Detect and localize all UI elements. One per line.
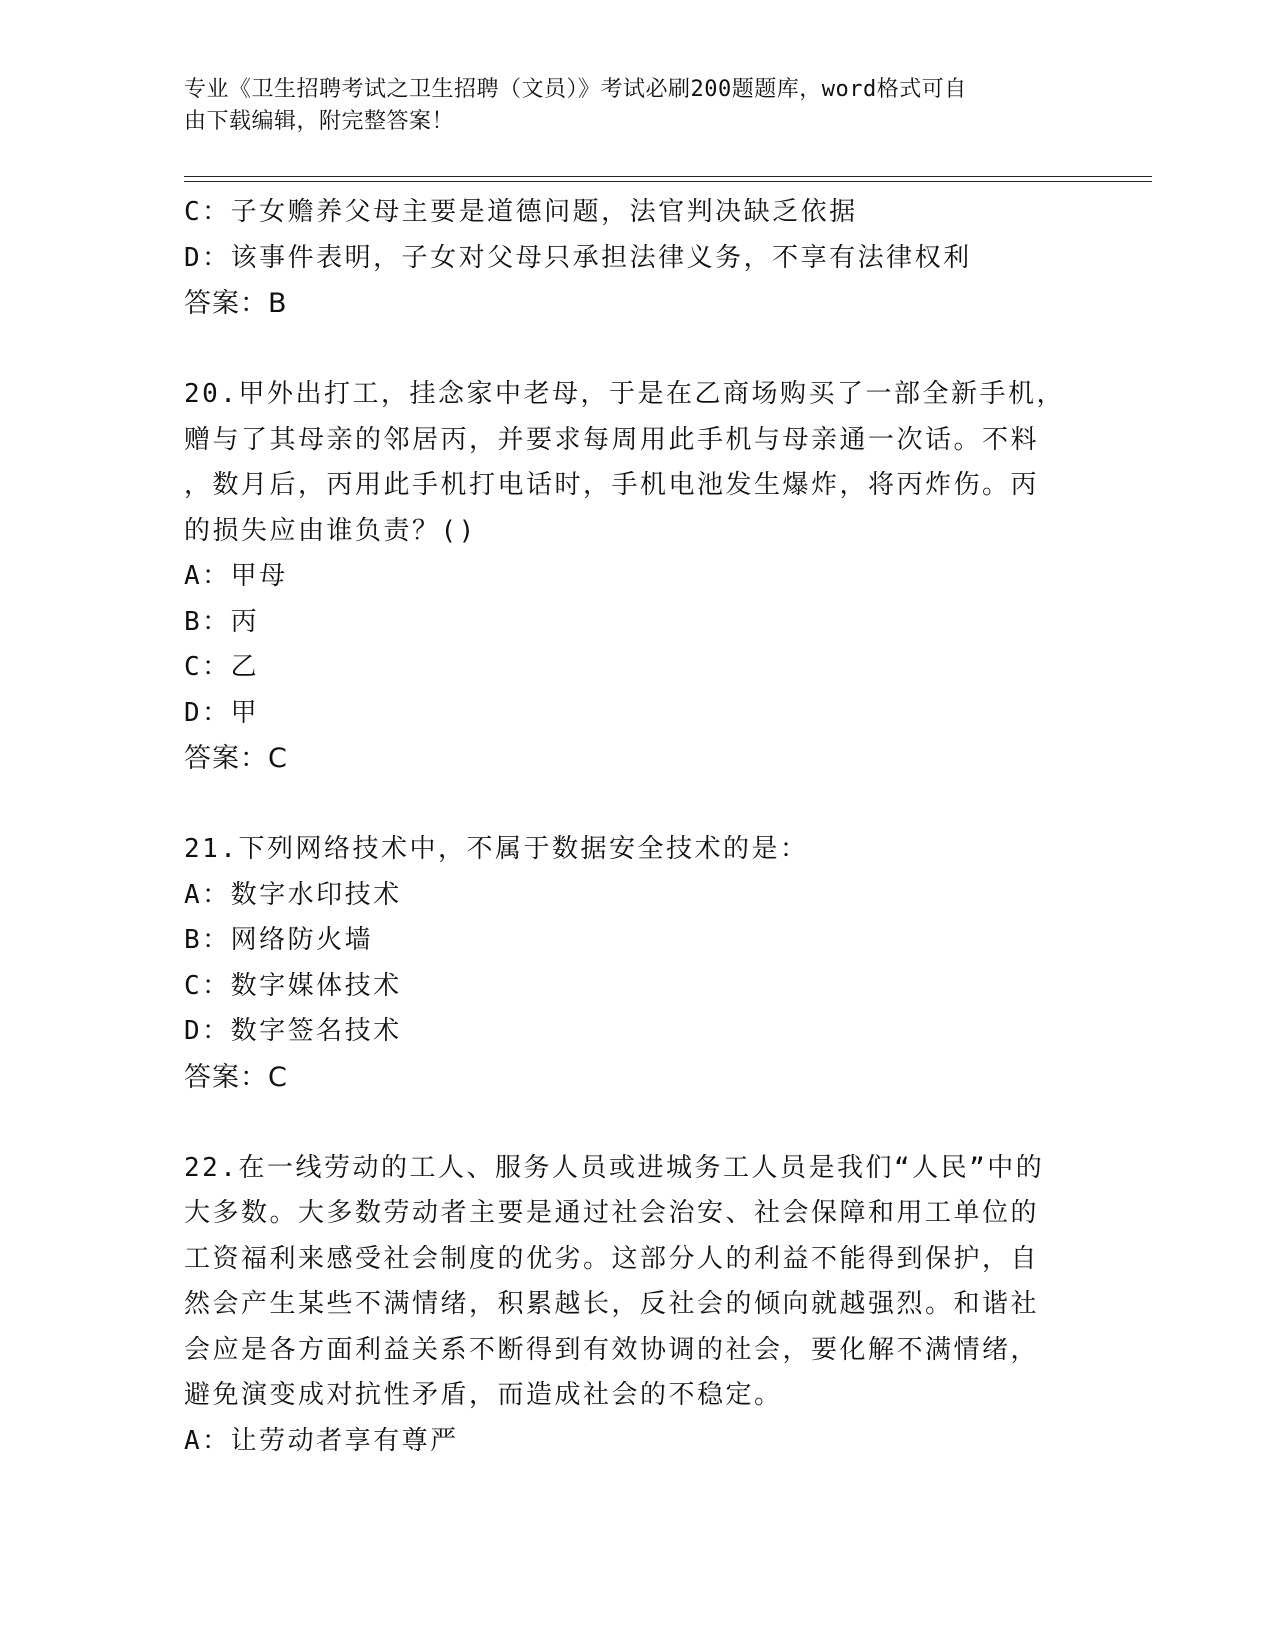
question-22-stem-line: 然会产生某些不满情绪，积累越长，反社会的倾向就越强烈。和谐社 [184,1289,1040,1319]
header-line-2: 由下载编辑，附完整答案！ [184,109,455,134]
prev-option-c: C：子女赡养父母主要是道德问题，法官判决缺乏依据 [184,197,858,227]
question-22-option-a: A：让劳动者享有尊严 [184,1425,459,1456]
question-22-stem-line: 22.在一线劳动的工人、服务人员或进城务工人员是我们“人民”中的 [184,1152,1045,1183]
question-20-option-c: C：乙 [184,652,260,682]
question-22-stem-line: 工资福利来感受社会制度的优劣。这部分人的利益不能得到保护，自 [184,1243,1040,1274]
question-21-option-d: D：数字签名技术 [184,1016,402,1046]
question-20 [184,372,1084,782]
question-22-stem-line: 会应是各方面利益关系不断得到有效协调的社会，要化解不满情绪， [184,1334,1040,1365]
question-22-stem-line: 避免演变成对抗性矛盾，而造成社会的不稳定。 [184,1380,783,1410]
question-21-stem: 21.下列网络技术中，不属于数据安全技术的是： [184,834,809,864]
question-22 [184,1146,1084,1465]
question-20-option-b: B：丙 [184,606,260,637]
spacer [184,327,1084,373]
question-20-stem-line: 的损失应由谁负责？() [184,515,477,546]
question-20-stem-line: ，数月后，丙用此手机打电话时，手机电池发生爆炸，将丙炸伤。丙 [184,470,1040,500]
spacer [184,1100,1084,1146]
question-21-answer: 答案：C [184,1061,288,1093]
prev-answer: 答案：B [184,288,288,319]
question-21 [184,827,1084,1100]
prev-option-d: D：该事件表明，子女对父母只承担法律义务，不享有法律权利 [184,242,972,273]
question-22-stem-line: 大多数。大多数劳动者主要是通过社会治安、社会保障和用工单位的 [184,1198,1040,1228]
question-20-option-d: D：甲 [184,697,260,728]
question-21-option-b: B：网络防火墙 [184,925,374,955]
question-20-stem-line: 赠与了其母亲的邻居丙，并要求每周用此手机与母亲通一次话。不料 [184,424,1040,455]
document-header [184,74,1064,138]
spacer [184,782,1084,828]
header-line-1: 专业《卫生招聘考试之卫生招聘（文员）》考试必刷200题题库，word格式可自 [184,77,967,102]
question-20-stem-line: 20.甲外出打工，挂念家中老母，于是在乙商场购买了一部全新手机， [184,379,1065,409]
question-21-option-a: A：数字水印技术 [184,879,402,910]
question-20-option-a: A：甲母 [184,561,288,591]
question-20-answer: 答案：C [184,743,288,774]
question-21-option-c: C：数字媒体技术 [184,970,402,1001]
question-content [184,190,1084,1464]
header-divider-thick [184,176,1152,177]
header-divider-thin [184,181,1152,182]
